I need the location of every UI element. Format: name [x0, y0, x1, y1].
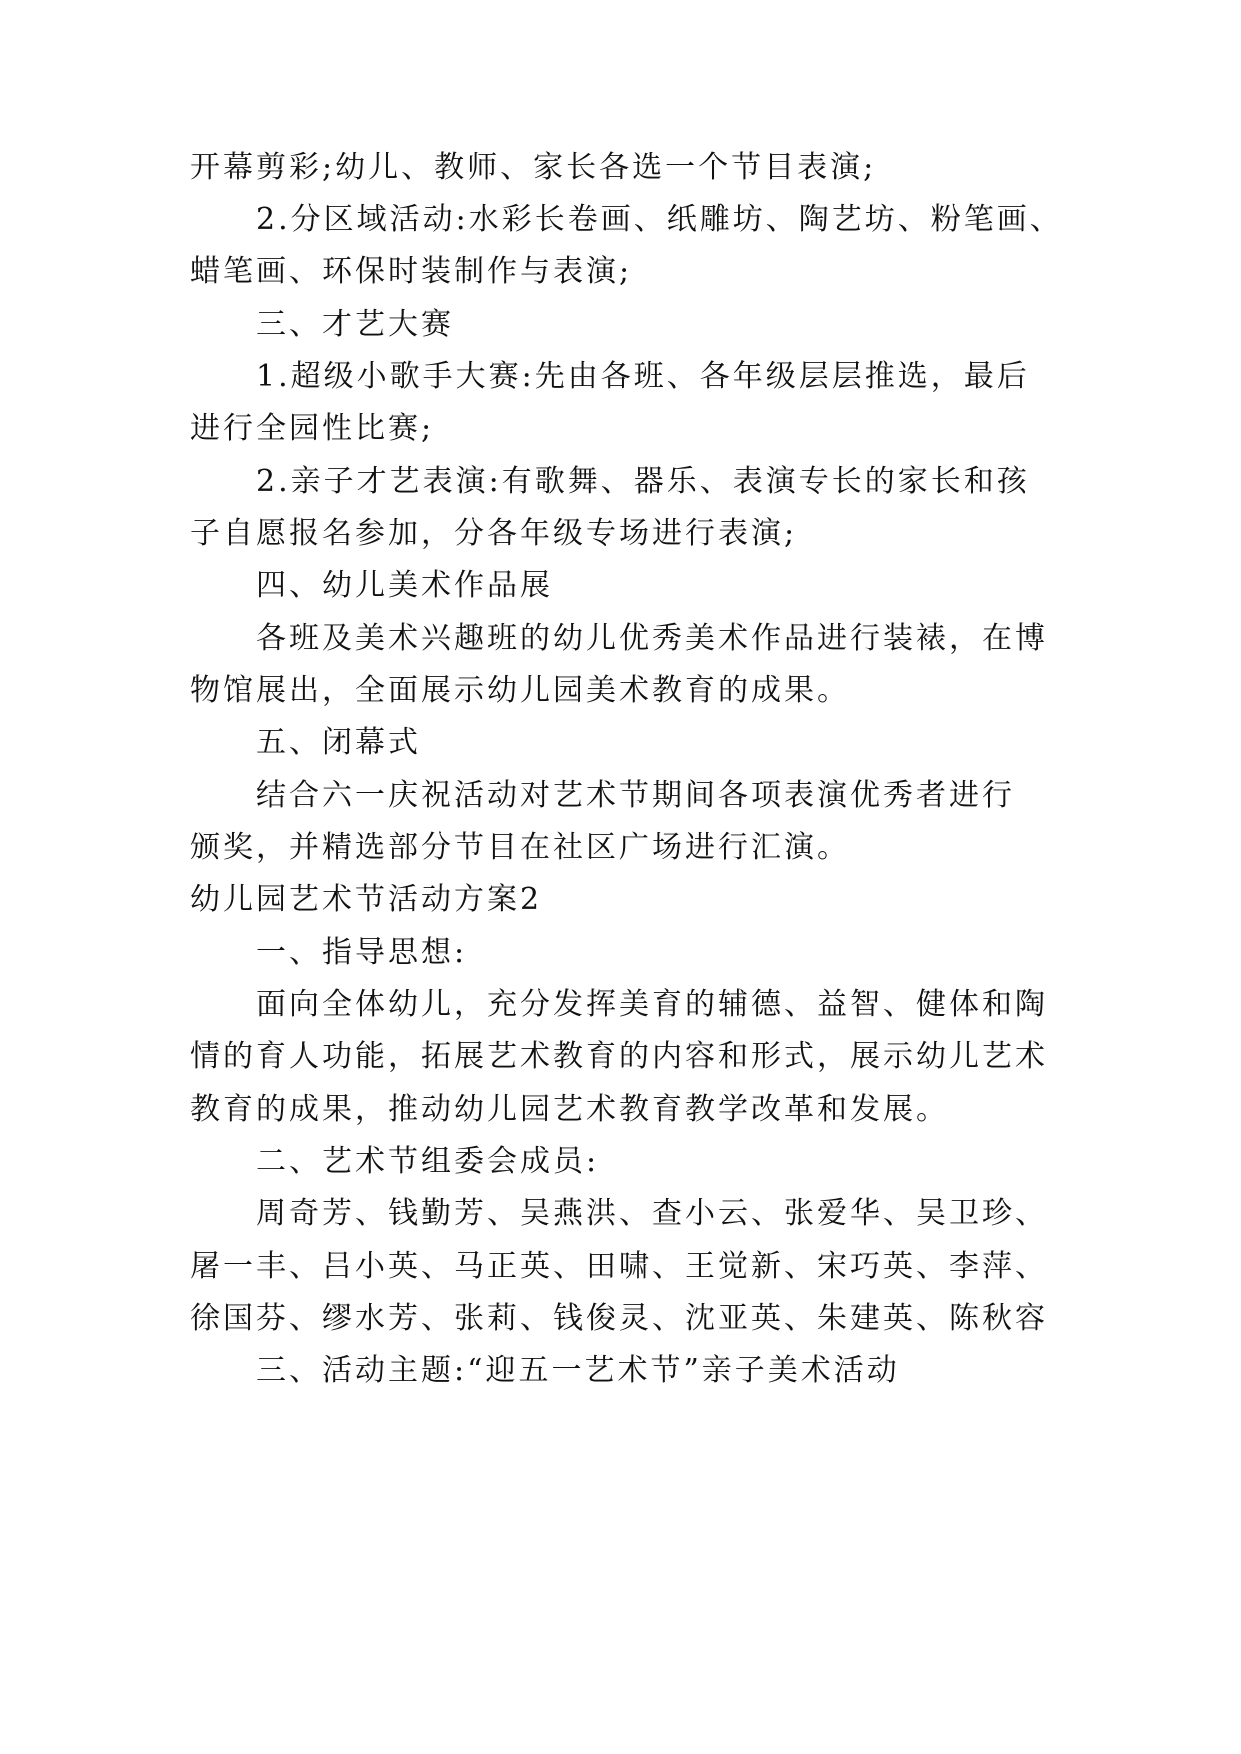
text-line: 情的育人功能，拓展艺术教育的内容和形式，展示幼儿艺术: [190, 1039, 1048, 1074]
text-line: 1.超级小歌手大赛:先由各班、各年级层层推选，最后: [256, 359, 1030, 394]
text-line: 进行全园性比赛;: [190, 411, 435, 446]
text-line: 颁奖，并精选部分节目在社区广场进行汇演。: [190, 830, 850, 865]
text-line: 教育的成果，推动幼儿园艺术教育教学改革和发展。: [190, 1092, 949, 1127]
text-line: 面向全体幼儿，充分发挥美育的辅德、益智、健体和陶: [256, 987, 1048, 1022]
section-heading: 三、活动主题:“迎五一艺术节”亲子美术活动: [256, 1353, 900, 1388]
text-line: 开幕剪彩;幼儿、教师、家长各选一个节目表演;: [190, 150, 877, 185]
text-line: 结合六一庆祝活动对艺术节期间各项表演优秀者进行: [256, 778, 1015, 813]
section-heading: 三、才艺大赛: [256, 307, 454, 342]
text-line: 蜡笔画、环保时装制作与表演;: [190, 254, 633, 289]
section-heading: 二、艺术节组委会成员:: [256, 1144, 600, 1179]
section-heading: 四、幼儿美术作品展: [256, 568, 553, 603]
text-line: 2.亲子才艺表演:有歌舞、器乐、表演专长的家长和孩: [256, 464, 1030, 499]
text-line: 周奇芳、钱勤芳、吴燕洪、查小云、张爱华、吴卫珍、: [256, 1196, 1048, 1231]
text-line: 徐国芬、缪水芳、张莉、钱俊灵、沈亚英、朱建英、陈秋容: [190, 1301, 1048, 1336]
text-line: 2.分区域活动:水彩长卷画、纸雕坊、陶艺坊、粉笔画、: [256, 202, 1063, 237]
text-line: 子自愿报名参加，分各年级专场进行表演;: [190, 516, 798, 551]
section-heading: 一、指导思想:: [256, 935, 468, 970]
section-heading: 五、闭幕式: [256, 725, 421, 760]
document-title: 幼儿园艺术节活动方案2: [190, 882, 543, 917]
text-line: 物馆展出，全面展示幼儿园美术教育的成果。: [190, 673, 850, 708]
text-line: 各班及美术兴趣班的幼儿优秀美术作品进行装裱，在博: [256, 621, 1048, 656]
text-line: 屠一丰、吕小英、马正英、田啸、王觉新、宋巧英、李萍、: [190, 1249, 1048, 1284]
